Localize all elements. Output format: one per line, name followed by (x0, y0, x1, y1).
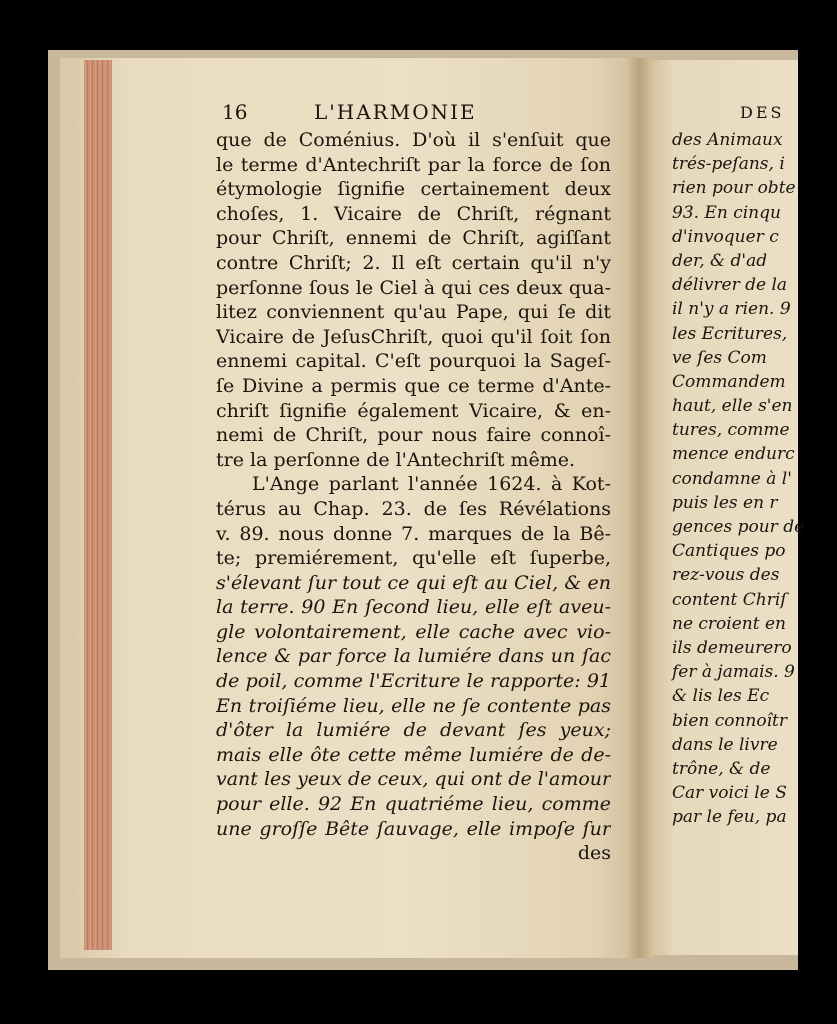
text-line: térus au Chap. 23. de ſes Révélations (216, 497, 611, 520)
text-line: une groſſe Bête ſauvage, elle impoſe ſur (216, 817, 611, 840)
text-line: condamne à l' (672, 468, 792, 489)
text-line: de poil, comme l'Ecriture le rapporte: 91 (216, 670, 611, 693)
text-line: trés-peſans, i (672, 154, 785, 175)
running-head (222, 100, 612, 126)
text-line: Cantiques po (672, 541, 786, 562)
left-text-block (216, 128, 611, 866)
text-line: étymologie ſignifie certainement deux (216, 178, 611, 201)
text-line: rien pour obte (672, 178, 796, 199)
text-line: vant les yeux de ceux, qui ont de l'amour (216, 768, 611, 791)
book-gutter (626, 58, 652, 958)
text-line: Car voici le S (672, 783, 787, 804)
page-edges (84, 60, 112, 950)
right-text-block (672, 128, 837, 829)
text-line: contre Chriſt; 2. Il eſt certain qu'il n'y (216, 251, 611, 274)
text-line: v. 89. nous donne 7. marques de la Bê- (216, 522, 611, 545)
text-line: ve ſes Com (672, 347, 767, 368)
text-line: haut, elle s'en (672, 396, 793, 417)
text-line: fer à jamais. 9 (672, 662, 795, 683)
text-line: ils demeurero (672, 637, 792, 658)
text-line: les Ecritures, (672, 323, 788, 344)
text-line: trône, & de (672, 758, 771, 779)
text-line: mence endurc (672, 444, 795, 465)
page-number: 16 (222, 100, 248, 124)
text-line: bien connoîtr (672, 710, 788, 731)
text-line: L'Ange parlant l'année 1624. à Kot- (252, 473, 611, 496)
text-line: pour elle. 92 En quatriéme lieu, comme (216, 793, 611, 816)
text-line: chriſt ſignifie également Vicaire, & en- (216, 399, 611, 422)
text-line: litez conviennent qu'au Pape, qui ſe dit (216, 301, 611, 324)
text-line: content Chriſ (672, 589, 787, 610)
text-line: gences pour de (672, 517, 805, 537)
text-line: rez-vous des (672, 565, 780, 586)
text-line: il n'y a rien. 9 (672, 299, 791, 320)
text-line: mais elle ôte cette même lumiére de de- (216, 743, 611, 766)
text-line: d'ôter la lumiére de devant ſes yeux; (216, 719, 611, 742)
text-line: lence & par force la lumiére dans un ſac (216, 645, 611, 668)
text-line: ne croient en (672, 613, 786, 634)
text-line: des Animaux (672, 130, 783, 150)
text-line: ſe Divine a permis que ce terme d'Ante- (216, 374, 611, 397)
catchword: des (577, 842, 611, 865)
text-line: nemi de Chriſt, pour nous faire connoî- (216, 424, 611, 447)
text-line: la terre. 90 En ſecond lieu, elle eſt aveu- (216, 596, 611, 619)
text-line: tures, comme (672, 420, 790, 441)
text-line: que de Coménius. D'où il s'enſuit que (216, 129, 611, 151)
text-line: puis les en r (672, 492, 778, 513)
text-line: gle volontairement, elle cache avec vio- (216, 620, 611, 643)
text-line: 93. En cinqu (672, 202, 781, 223)
running-title: L'HARMONIE (314, 100, 477, 124)
text-line: pour Chriſt, ennemi de Chriſt, agiſſant (216, 227, 611, 250)
text-line: délivrer de la (672, 275, 788, 296)
text-line: En troiſiéme lieu, elle ne ſe contente pas (216, 694, 611, 717)
text-line: ennemi capital. C'eſt pourquoi la Sageſ- (216, 350, 611, 373)
text-line: perſonne ſous le Ciel à qui ces deux qua- (216, 276, 611, 299)
text-line: tre la perſonne de l'Antechriſt même. (216, 448, 576, 471)
text-line: der, & d'ad (672, 250, 768, 271)
text-line: Vicaire de JeſusChriſt, quoi qu'il ſoit ſon (216, 325, 611, 348)
text-line: par le feu, pa (672, 807, 787, 828)
text-line: s'élevant ſur tout ce qui eſt au Ciel, & en (216, 571, 611, 594)
text-line: te; premiérement, qu'elle eſt ſuperbe, (216, 547, 611, 570)
right-running-title: DES (740, 103, 785, 122)
text-line: & lis les Ec (672, 686, 770, 707)
text-line: Commandem (672, 371, 786, 392)
text-line: choſes, 1. Vicaire de Chriſt, régnant (216, 202, 611, 225)
text-line: d'invoquer c (672, 226, 779, 247)
text-line: le terme d'Antechriſt par la force de ſon (216, 153, 611, 176)
text-line: dans le livre (672, 734, 778, 755)
